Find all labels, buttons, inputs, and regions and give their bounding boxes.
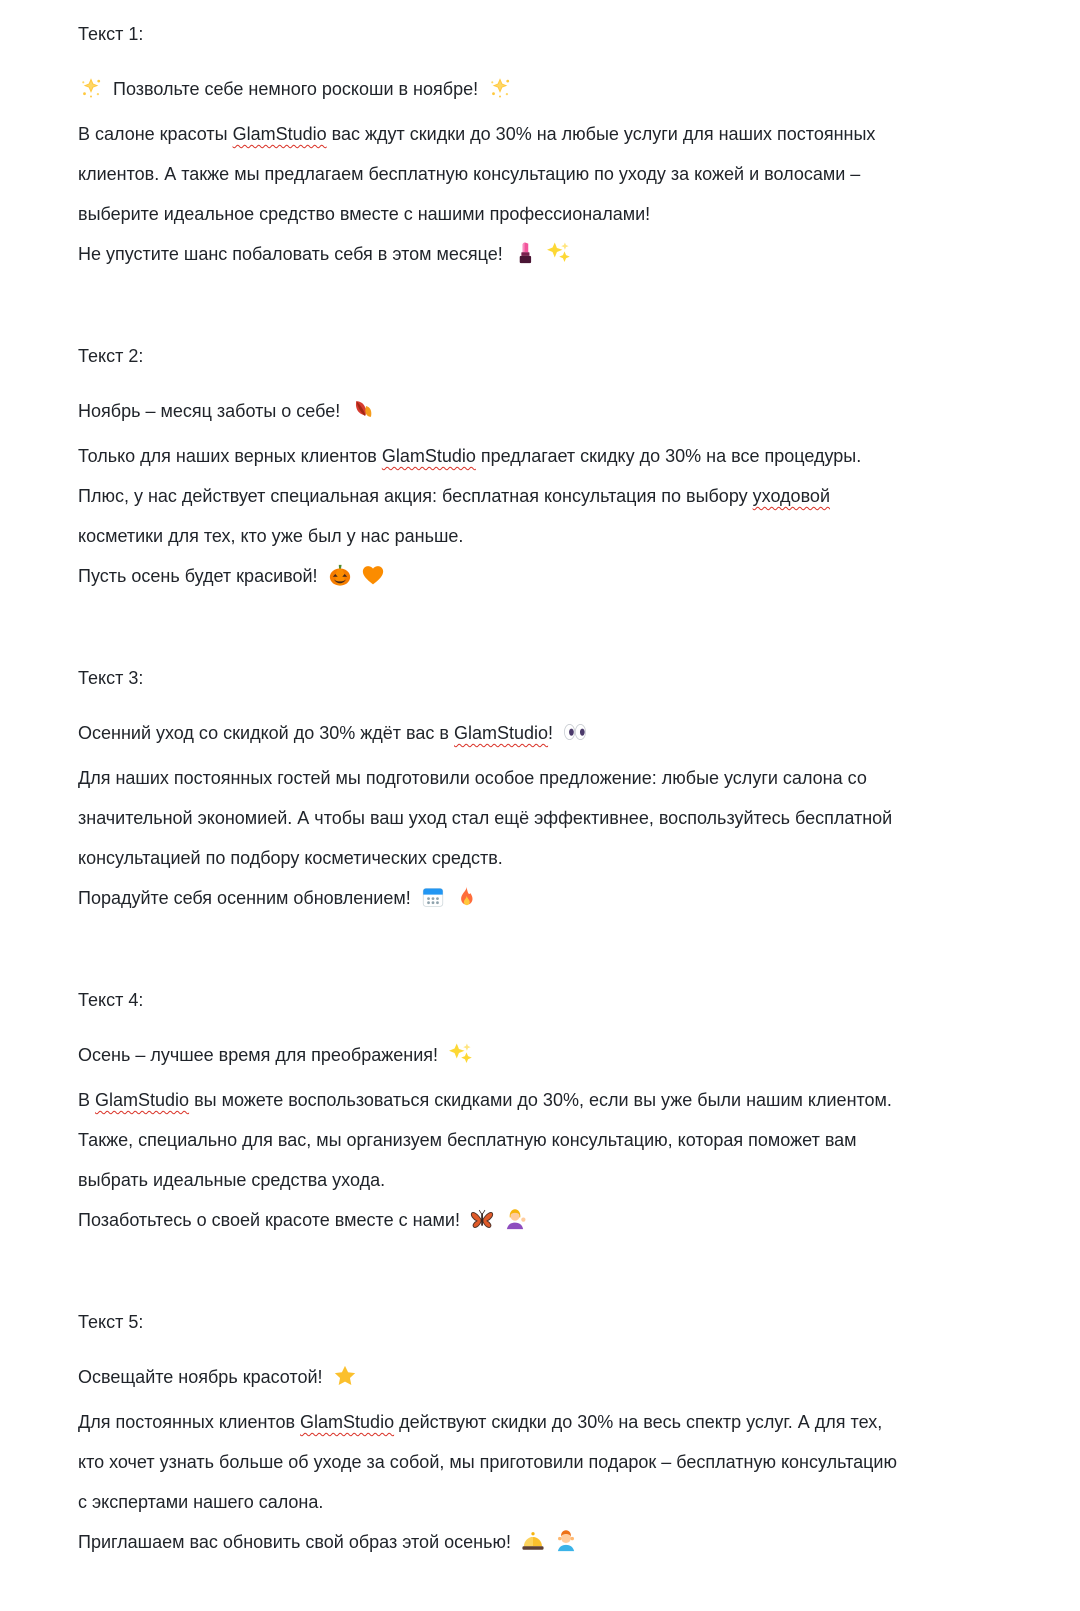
eyes-icon [562, 719, 588, 745]
text-variants-list [78, 14, 1002, 1562]
glowing-star-icon [487, 75, 513, 101]
section-label: Текст 3: [78, 668, 144, 688]
text-section [78, 14, 1002, 274]
body-line: клиентов. А также мы предлагаем бесплатную консультацию по уходу за кожей и волосами – [78, 164, 861, 184]
headline-text: Осенний уход со скидкой до 30% ждёт вас в GlamStudio! [78, 723, 554, 743]
section-label: Текст 1: [78, 24, 144, 44]
fire-icon [453, 884, 479, 910]
body-line: Плюс, у нас действует специальная акция: бесплатная консультация по выбору уходовой [78, 486, 830, 506]
section-headline [78, 713, 1002, 753]
butterfly-icon [469, 1206, 495, 1232]
text-section [78, 980, 1002, 1240]
section-body [78, 1402, 1002, 1522]
body-line: косметики для тех, кто уже был у нас раньше. [78, 526, 464, 546]
sparkles-icon [447, 1041, 473, 1067]
fallen-leaf-icon [349, 397, 375, 423]
section-label: Текст 5: [78, 1312, 144, 1332]
section-closing [78, 1200, 1002, 1240]
section-label: Текст 2: [78, 346, 144, 366]
section-headline [78, 69, 1002, 109]
section-headline [78, 1035, 1002, 1075]
closing-text: Порадуйте себя осенним обновлением! [78, 888, 411, 908]
body-line: с экспертами нашего салона. [78, 1492, 324, 1512]
section-body [78, 114, 1002, 234]
orange-heart-icon [360, 562, 386, 588]
lipstick-icon [512, 240, 538, 266]
body-line: значительной экономией. А чтобы ваш уход стал ещё эффективнее, воспользуйтесь бесплатной [78, 808, 893, 828]
section-closing [78, 878, 1002, 918]
body-line: консультацией по подбору косметических средств. [78, 848, 503, 868]
body-line: выбрать идеальные средства ухода. [78, 1170, 386, 1190]
misspelled-word: GlamStudio [300, 1412, 395, 1432]
glowing-star-icon [78, 75, 104, 101]
closing-text: Пусть осень будет красивой! [78, 566, 318, 586]
closing-text: Не упустите шанс побаловать себя в этом месяце! [78, 244, 503, 264]
body-line: Также, специально для вас, мы организуем бесплатную консультацию, которая поможет вам [78, 1130, 857, 1150]
closing-text: Позаботьтесь о своей красоте вместе с нами! [78, 1210, 460, 1230]
person-getting-massage-icon [553, 1528, 579, 1554]
headline-text: Ноябрь – месяц заботы о себе! [78, 401, 341, 421]
section-headline [78, 1357, 1002, 1397]
body-line: Для постоянных клиентов GlamStudio действуют скидки до 30% на весь спектр услуг. А для тех, [78, 1412, 883, 1432]
misspelled-word: GlamStudio [454, 723, 549, 743]
misspelled-word: GlamStudio [95, 1090, 190, 1110]
body-line: В салоне красоты GlamStudio вас ждут скидки до 30% на любые услуги для наших постоянных [78, 124, 876, 144]
headline-text: Позвольте себе немного роскоши в ноябре! [113, 79, 479, 99]
jack-o-lantern-icon [327, 562, 353, 588]
woman-tipping-hand-icon [502, 1206, 528, 1232]
headline-text: Освещайте ноябрь красотой! [78, 1367, 323, 1387]
body-line: Для наших постоянных гостей мы подготовили особое предложение: любые услуги салона со [78, 768, 867, 788]
text-section [78, 336, 1002, 596]
section-label: Текст 4: [78, 990, 144, 1010]
section-closing [78, 1522, 1002, 1562]
text-section [78, 658, 1002, 918]
misspelled-word: уходовой [752, 486, 830, 506]
body-line: В GlamStudio вы можете воспользоваться скидками до 30%, если вы уже были нашим клиентом. [78, 1090, 892, 1110]
body-line: выберите идеальное средство вместе с нашими профессионалами! [78, 204, 651, 224]
calendar-icon [420, 884, 446, 910]
bellhop-bell-icon [520, 1528, 546, 1554]
star-icon [332, 1363, 358, 1389]
section-body [78, 1080, 1002, 1200]
headline-text: Осень – лучшее время для преображения! [78, 1045, 439, 1065]
closing-text: Приглашаем вас обновить свой образ этой осенью! [78, 1532, 511, 1552]
section-closing [78, 556, 1002, 596]
text-section [78, 1302, 1002, 1562]
sparkles-icon [545, 240, 571, 266]
body-line: кто хочет узнать больше об уходе за собой, мы приготовили подарок – бесплатную консультацию [78, 1452, 897, 1472]
section-body [78, 758, 1002, 878]
body-line: Только для наших верных клиентов GlamStudio предлагает скидку до 30% на все процедуры. [78, 446, 862, 466]
section-body [78, 436, 1002, 556]
section-closing [78, 234, 1002, 274]
misspelled-word: GlamStudio [381, 446, 476, 466]
section-headline [78, 391, 1002, 431]
misspelled-word: GlamStudio [232, 124, 327, 144]
